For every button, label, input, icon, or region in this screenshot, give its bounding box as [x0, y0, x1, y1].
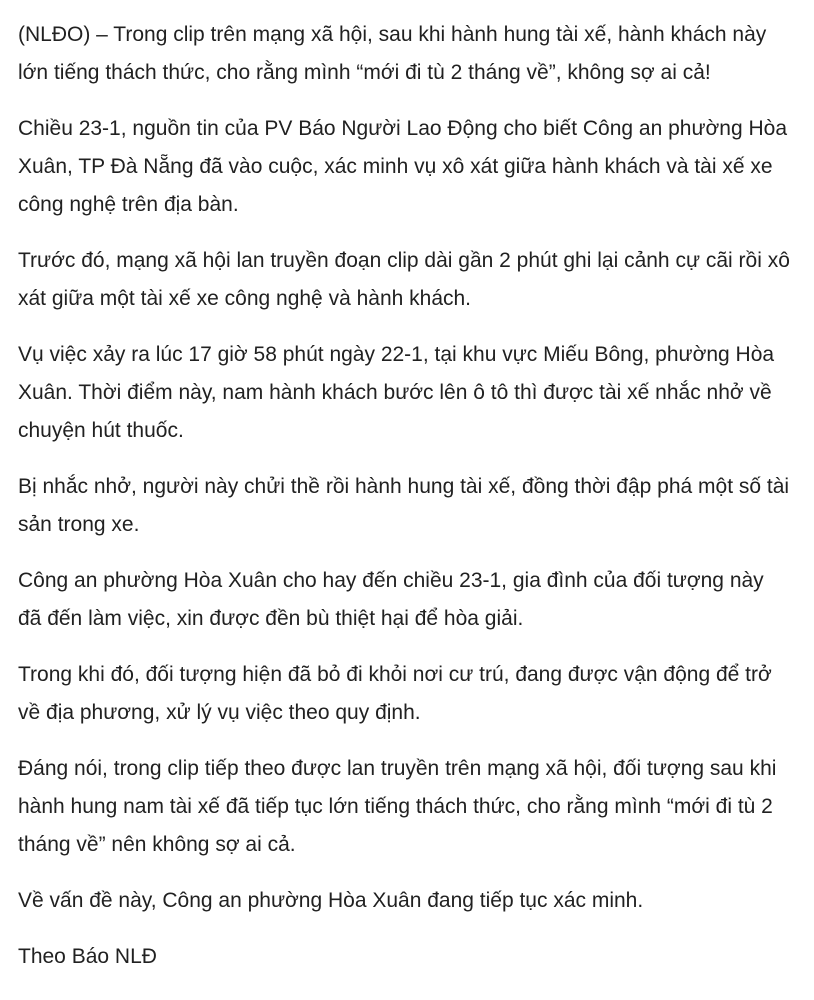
article-paragraph: Vụ việc xảy ra lúc 17 giờ 58 phút ngày 22-1, tại khu vực Miếu Bông, phường Hòa Xuân. Thời điểm này, nam hành khách bước lên ô tô thì được tài xế nhắc nhở về chuyện hút thuốc. — [18, 343, 775, 442]
article-paragraph: Trước đó, mạng xã hội lan truyền đoạn clip dài gần 2 phút ghi lại cảnh cự cãi rồi xô xát giữa một tài xế xe công nghệ và hành khách. — [18, 249, 790, 310]
article-paragraph: Trong khi đó, đối tượng hiện đã bỏ đi khỏi nơi cư trú, đang được vận động để trở về địa phương, xử lý vụ việc theo quy định. — [18, 663, 772, 724]
article-source: Theo Báo NLĐ — [18, 945, 157, 968]
article-paragraph: Bị nhắc nhở, người này chửi thề rồi hành hung tài xế, đồng thời đập phá một số tài sản trong xe. — [18, 475, 790, 536]
article-paragraph: Công an phường Hòa Xuân cho hay đến chiều 23-1, gia đình của đối tượng này đã đến làm việc, xin được đền bù thiệt hại để hòa giải. — [18, 569, 764, 630]
article-body — [18, 16, 792, 920]
article-paragraph: Đáng nói, trong clip tiếp theo được lan truyền trên mạng xã hội, đối tượng sau khi hành hung nam tài xế đã tiếp tục lớn tiếng thách thức, cho rằng mình “mới đi tù 2 tháng về” nên không sợ ai cả. — [18, 757, 777, 856]
article-paragraph: Chiều 23-1, nguồn tin của PV Báo Người Lao Động cho biết Công an phường Hòa Xuân, TP Đà Nẵng đã vào cuộc, xác minh vụ xô xát giữa hành khách và tài xế xe công nghệ trên địa bàn. — [18, 117, 787, 216]
article-paragraph: (NLĐO) – Trong clip trên mạng xã hội, sau khi hành hung tài xế, hành khách này lớn tiếng thách thức, cho rằng mình “mới đi tù 2 tháng về”, không sợ ai cả! — [18, 23, 767, 84]
article-paragraph: Về vấn đề này, Công an phường Hòa Xuân đang tiếp tục xác minh. — [18, 889, 644, 912]
